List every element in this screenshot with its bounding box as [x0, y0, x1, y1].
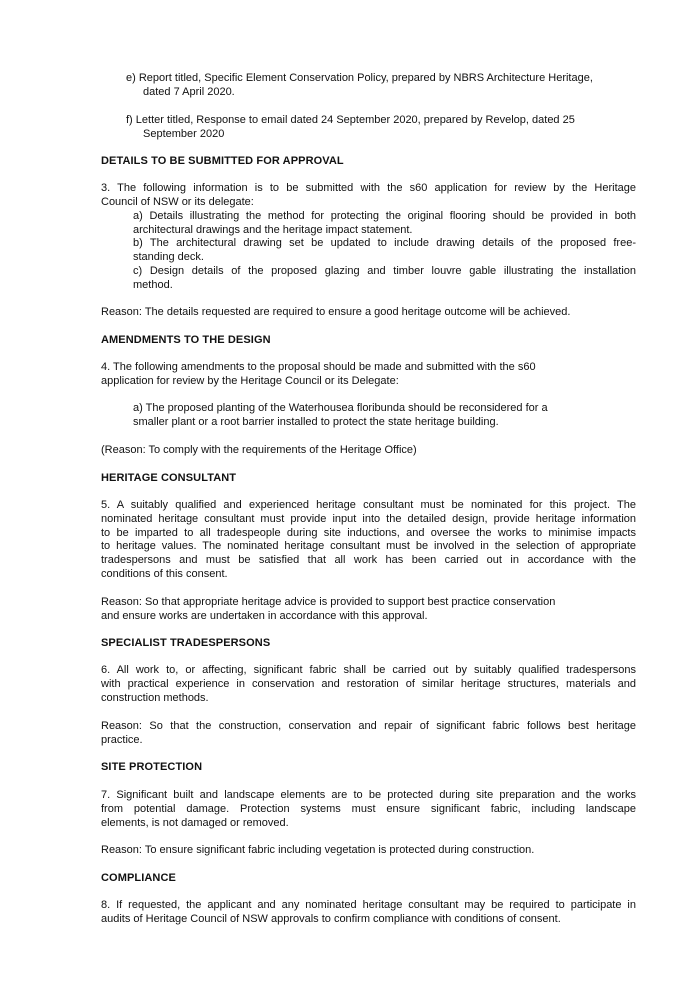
paragraph-5	[101, 499, 636, 582]
list-item-e-line1: e) Report titled, Specific Element Conservation Policy, prepared by NBRS Architecture Heritage,	[126, 72, 593, 84]
text-line: Council of NSW or its delegate:	[101, 195, 254, 208]
paragraph-6	[101, 664, 636, 705]
list-item-e	[126, 72, 636, 100]
text-line: and ensure works are undertaken in accordance with this approval.	[101, 609, 428, 622]
item-3c	[133, 265, 636, 293]
text-line: conditions of this consent.	[101, 567, 228, 580]
text-line: architectural drawings and the heritage impact statement.	[133, 223, 413, 236]
list-item-f	[126, 114, 636, 142]
reason-4: (Reason: To comply with the requirements of the Heritage Office)	[101, 444, 417, 456]
reason-3: Reason: The details requested are required to ensure a good heritage outcome will be achieved.	[101, 306, 571, 318]
text-line: 5. A suitably qualified and experienced heritage consultant must be nominated for this project. The	[101, 499, 636, 511]
reason-5	[101, 596, 636, 624]
text-line: practice.	[101, 733, 143, 746]
heading-compliance: COMPLIANCE	[101, 872, 176, 884]
text-line: to be imparted to all tradespeople during site inductions, and oversee the works to minimise impacts	[101, 526, 636, 539]
paragraph-8	[101, 899, 636, 927]
heading-details: DETAILS TO BE SUBMITTED FOR APPROVAL	[101, 155, 344, 167]
text-line: Reason: So that appropriate heritage advice is provided to support best practice conservation	[101, 596, 556, 608]
text-line: b) The architectural drawing set be updated to include drawing details of the proposed free-	[133, 237, 636, 249]
heading-amendments: AMENDMENTS TO THE DESIGN	[101, 334, 271, 346]
text-line: to heritage values. The nominated heritage consultant must be involved in the selection of appropriate	[101, 540, 636, 553]
text-line: smaller plant or a root barrier installed to protect the state heritage building.	[133, 415, 499, 428]
text-line: construction methods.	[101, 691, 209, 704]
text-line: elements, is not damaged or removed.	[101, 816, 289, 829]
heading-tradespersons: SPECIALIST TRADESPERSONS	[101, 637, 271, 649]
text-line: from potential damage. Protection systems must ensure significant fabric, including landscape	[101, 802, 636, 815]
reason-7: Reason: To ensure significant fabric including vegetation is protected during construction.	[101, 844, 535, 856]
list-item-e-line2: dated 7 April 2020.	[143, 85, 235, 98]
text-line: 4. The following amendments to the proposal should be made and submitted with the s60	[101, 361, 536, 373]
text-line: method.	[133, 278, 173, 291]
text-line: Reason: So that the construction, conservation and repair of significant fabric follows best heritage	[101, 720, 636, 732]
heading-protection: SITE PROTECTION	[101, 761, 203, 773]
item-3b	[133, 237, 636, 265]
text-line: standing deck.	[133, 250, 204, 263]
text-line: a) Details illustrating the method for protecting the original flooring should be provided in both	[133, 210, 636, 222]
text-line: nominated heritage consultant must provide input into the detailed design, provide heritage information	[101, 512, 636, 525]
text-line: application for review by the Heritage Council or its Delegate:	[101, 374, 399, 387]
text-line: audits of Heritage Council of NSW approvals to confirm compliance with conditions of consent.	[101, 912, 561, 925]
text-line: c) Design details of the proposed glazing and timber louvre gable illustrating the installation	[133, 265, 636, 277]
item-3a	[133, 210, 636, 238]
text-line: tradespersons and must be satisfied that all work has been carried out in accordance with the	[101, 554, 636, 567]
heading-consultant: HERITAGE CONSULTANT	[101, 472, 237, 484]
text-line: with practical experience in conservation and restoration of similar heritage structures, materials and	[101, 677, 636, 690]
paragraph-3	[101, 182, 636, 210]
paragraph-4	[101, 361, 636, 389]
text-line: 8. If requested, the applicant and any nominated heritage consultant may be required to participate in	[101, 899, 636, 911]
list-item-f-line2: September 2020	[143, 127, 225, 140]
item-4a	[133, 402, 636, 430]
text-line: a) The proposed planting of the Waterhousea floribunda should be reconsidered for a	[133, 402, 548, 414]
reason-6	[101, 720, 636, 748]
paragraph-7	[101, 789, 636, 830]
text-line: 7. Significant built and landscape elements are to be protected during site preparation and the works	[101, 789, 636, 801]
list-item-f-line1: f) Letter titled, Response to email dated 24 September 2020, prepared by Revelop, dated 25	[126, 114, 575, 126]
text-line: 6. All work to, or affecting, significant fabric shall be carried out by suitably qualified tradespersons	[101, 664, 636, 676]
text-line: 3. The following information is to be submitted with the s60 application for review by the Heritage	[101, 182, 636, 194]
